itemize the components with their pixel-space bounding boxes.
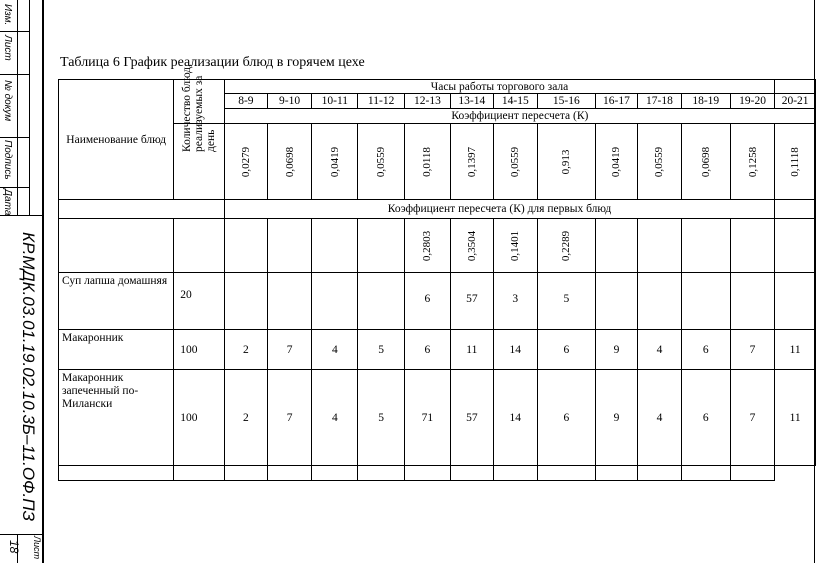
quantity-header-text: Количество блюд, реализуемых за день — [181, 63, 218, 152]
stamp-divider — [0, 187, 29, 188]
table-row — [59, 370, 816, 466]
coef-cell — [730, 124, 774, 200]
coef-cell — [312, 124, 358, 200]
coef-cell — [267, 124, 311, 200]
first-coef-header-spacer — [59, 200, 225, 219]
stamp-label-izm: Изм. — [2, 4, 13, 26]
hour-value: 9 — [595, 370, 638, 466]
empty-cell — [681, 466, 730, 481]
first-coef-cell — [267, 219, 311, 273]
table-row — [59, 330, 816, 370]
first-coef-cell — [224, 219, 267, 273]
stamp-label-signature: Подпись — [2, 140, 13, 180]
hour-value — [681, 273, 730, 330]
hour-value — [312, 273, 358, 330]
quantity-column-header — [174, 63, 225, 152]
empty-cell — [538, 466, 596, 481]
document-code: КР.МДК.03.01.19.02.10.3Б–11.ОФ.ПЗ — [19, 232, 38, 522]
hour-cell: 13-14 — [451, 94, 494, 109]
stamp-sheet-label: Лист — [32, 536, 42, 560]
hour-value: 4 — [638, 330, 681, 370]
hour-cell: 14-15 — [493, 94, 537, 109]
name-column-header: Наименование блюд — [59, 80, 174, 200]
hour-value: 4 — [638, 370, 681, 466]
hour-value — [224, 273, 267, 330]
hours-header: Часы работы торгового зала — [224, 80, 774, 94]
hour-value: 11 — [775, 370, 816, 466]
first-coef-cell — [358, 219, 404, 273]
sales-schedule-table — [58, 63, 816, 481]
table-row — [59, 273, 816, 330]
first-coef-name-spacer — [59, 219, 174, 273]
hour-value: 57 — [451, 370, 494, 466]
hour-cell: 8-9 — [224, 94, 267, 109]
coef-cell — [538, 124, 596, 200]
hour-value: 6 — [681, 330, 730, 370]
hour-value: 11 — [451, 330, 494, 370]
empty-cell — [595, 466, 638, 481]
hour-value: 7 — [267, 330, 311, 370]
dish-quantity: 100 — [174, 370, 225, 466]
coef-value: 0,0559 — [509, 146, 522, 177]
empty-cell — [404, 466, 450, 481]
coef-value: 0,0559 — [653, 146, 666, 177]
stamp-column-2 — [17, 0, 30, 215]
hour-value: 6 — [538, 370, 596, 466]
coef-value: 0,913 — [560, 149, 573, 174]
hour-value: 6 — [681, 370, 730, 466]
empty-cell — [493, 466, 537, 481]
coef-value: 0,1397 — [465, 146, 478, 177]
empty-cell — [638, 466, 681, 481]
coef-value: 0,0698 — [283, 146, 296, 177]
coef-cell — [358, 124, 404, 200]
hours-header-spacer — [775, 80, 816, 94]
empty-cell — [267, 466, 311, 481]
hour-value — [358, 273, 404, 330]
coef-cell — [681, 124, 730, 200]
hour-value — [267, 273, 311, 330]
hour-cell: 18-19 — [681, 94, 730, 109]
hour-value: 5 — [538, 273, 596, 330]
empty-cell — [312, 466, 358, 481]
hour-cell: 10-11 — [312, 94, 358, 109]
dish-quantity: 100 — [174, 330, 225, 370]
hour-value: 2 — [224, 370, 267, 466]
empty-cell — [174, 466, 225, 481]
empty-cell — [59, 466, 174, 481]
hour-value: 6 — [404, 273, 450, 330]
coef-value: 0,0559 — [375, 146, 388, 177]
first-coef-value: 0,3504 — [465, 230, 478, 261]
hour-cell: 19-20 — [730, 94, 774, 109]
stamp-label-doc-number: № докум — [2, 80, 13, 122]
hour-cell: 11-12 — [358, 94, 404, 109]
first-coef-cell — [493, 219, 537, 273]
hour-value: 11 — [775, 330, 816, 370]
hour-value: 57 — [451, 273, 494, 330]
first-coef-value: 0,2803 — [421, 230, 434, 261]
hour-cell: 20-21 — [775, 94, 816, 109]
first-coef-cell — [595, 219, 638, 273]
hour-value: 9 — [595, 330, 638, 370]
dish-quantity: 20 — [174, 273, 225, 330]
first-coef-cell — [404, 219, 450, 273]
hour-cell: 12-13 — [404, 94, 450, 109]
hour-value: 14 — [493, 330, 537, 370]
hour-value — [595, 273, 638, 330]
dish-name: Макаронник — [59, 330, 174, 370]
empty-cell — [224, 466, 267, 481]
coef-value: 0,0419 — [610, 146, 623, 177]
coef-header: Коэффициент пересчета (К) — [224, 109, 815, 124]
first-coef-cell — [775, 219, 816, 273]
hour-cell: 15-16 — [538, 94, 596, 109]
empty-cell — [358, 466, 404, 481]
first-coef-value: 0,1401 — [509, 230, 522, 261]
hour-value: 7 — [730, 370, 774, 466]
stamp-divider — [0, 137, 29, 138]
hour-value: 3 — [493, 273, 537, 330]
coef-value: 0,0419 — [328, 146, 341, 177]
coef-value: 0,1258 — [746, 146, 759, 177]
hour-value: 4 — [312, 370, 358, 466]
coef-value: 0,0698 — [699, 146, 712, 177]
coef-cell — [493, 124, 537, 200]
hour-value: 4 — [312, 330, 358, 370]
coef-cell — [595, 124, 638, 200]
first-coef-value: 0,2289 — [560, 230, 573, 261]
hour-value: 6 — [404, 330, 450, 370]
coef-value: 0,1118 — [789, 146, 802, 177]
hour-value — [638, 273, 681, 330]
hour-value: 71 — [404, 370, 450, 466]
dish-name: Макаронник запеченный по-Милански — [59, 370, 174, 466]
first-coef-cell — [638, 219, 681, 273]
hour-value: 5 — [358, 330, 404, 370]
empty-cell — [451, 466, 494, 481]
first-coef-cell — [730, 219, 774, 273]
coef-cell — [451, 124, 494, 200]
coef-cell — [775, 124, 816, 200]
table-title: Таблица 6 График реализации блюд в горячем цехе — [60, 55, 365, 70]
stamp-divider — [0, 31, 29, 32]
hour-cell: 16-17 — [595, 94, 638, 109]
hour-cell: 17-18 — [638, 94, 681, 109]
coef-cell — [404, 124, 450, 200]
coef-value: 0,0118 — [421, 146, 434, 177]
first-coef-qty-spacer — [174, 219, 225, 273]
first-coef-cell — [681, 219, 730, 273]
coef-cell — [224, 124, 267, 200]
dish-name: Суп лапша домашняя — [59, 273, 174, 330]
table-row-empty — [59, 466, 816, 481]
first-coef-cell — [312, 219, 358, 273]
first-coef-cell — [451, 219, 494, 273]
empty-cell — [730, 466, 774, 481]
hour-value: 5 — [358, 370, 404, 466]
hour-value — [730, 273, 774, 330]
stamp-label-date: Дата — [2, 189, 13, 216]
hour-value: 7 — [730, 330, 774, 370]
stamp-sheet-number: 18 — [7, 540, 21, 554]
hour-value: 6 — [538, 330, 596, 370]
hour-value: 2 — [224, 330, 267, 370]
first-coef-header-spacer-right — [775, 200, 816, 219]
first-coef-header: Коэффициент пересчета (К) для первых блюд — [224, 200, 774, 219]
coef-cell — [638, 124, 681, 200]
coef-value: 0,0279 — [239, 146, 252, 177]
first-coef-cell — [538, 219, 596, 273]
hour-value: 14 — [493, 370, 537, 466]
hour-value: 7 — [267, 370, 311, 466]
hour-cell: 9-10 — [267, 94, 311, 109]
stamp-divider — [0, 74, 29, 75]
hour-value — [775, 273, 816, 330]
stamp-label-list: Лист — [2, 35, 13, 61]
